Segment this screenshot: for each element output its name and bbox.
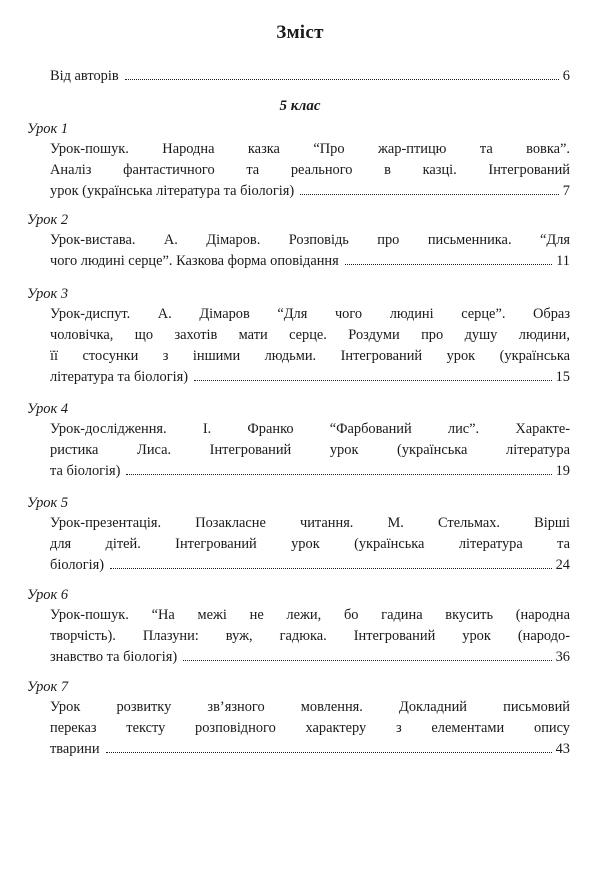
dot-leader	[110, 568, 552, 569]
lesson-line: для дітей. Інтегрований урок (українська література та	[50, 536, 570, 552]
lesson-line: Урок-пошук. “На межі не лежи, бо гадина вкусить (народна	[50, 607, 570, 623]
lesson-line: Урок-диспут. А. Дімаров “Для чого людині серце”. Образ	[50, 306, 570, 322]
dot-leader	[183, 660, 551, 661]
toc-entry-page: 11	[556, 253, 570, 269]
lesson-line: Урок-дослідження. І. Франко “Фарбований лис”. Характе-	[50, 421, 570, 437]
toc-entry-page: 43	[555, 741, 570, 757]
lesson-heading: Урок 2	[27, 212, 69, 228]
toc-entry-page: 19	[555, 463, 570, 479]
lesson-line: Урок-презентація. Позакласне читання. М. Стельмах. Вірші	[50, 515, 570, 531]
lesson-line: Аналіз фантастичного та реального в казці. Інтегрований	[50, 162, 570, 178]
lesson-line: творчість). Плазуни: вуж, гадюка. Інтегрований урок (народо-	[50, 628, 570, 644]
page-title: Зміст	[276, 22, 324, 43]
dot-leader	[345, 264, 552, 265]
lesson-line: переказ тексту розповідного характеру з елементами опису	[50, 720, 570, 736]
dot-leader	[125, 79, 559, 80]
lesson-heading: Урок 4	[27, 401, 69, 417]
lesson-description	[50, 605, 570, 668]
dot-leader	[194, 380, 552, 381]
dot-leader	[106, 752, 552, 753]
lesson-line-last: чого людині серце”. Казкова форма оповідання 11	[50, 251, 570, 272]
lesson-description	[50, 513, 570, 576]
toc-entry-page: 7	[562, 183, 570, 199]
lesson-description	[50, 697, 570, 760]
lesson-heading: Урок 5	[27, 495, 69, 511]
lesson-line: її стосунки з іншими людьми. Інтегрований урок (українська	[50, 348, 570, 364]
section-heading-grade: 5 клас	[279, 98, 321, 114]
dot-leader	[300, 194, 559, 195]
toc-entry-page: 36	[555, 649, 570, 665]
toc-entry-page: 6	[562, 68, 570, 84]
lesson-description	[50, 230, 570, 272]
toc-entry-page: 15	[555, 369, 570, 385]
toc-entry-page: 24	[555, 557, 570, 573]
lesson-line-last: біологія) 24	[50, 555, 570, 576]
dot-leader	[126, 474, 551, 475]
lesson-line-last: література та біологія) 15	[50, 367, 570, 388]
lesson-line-last: урок (українська література та біологія) 7	[50, 181, 570, 202]
lesson-line: Урок-вистава. А. Дімаров. Розповідь про письменника. “Для	[50, 232, 570, 248]
toc-entry-authors[interactable]	[50, 66, 570, 86]
lesson-line: ристика Лиса. Інтегрований урок (українська література	[50, 442, 570, 458]
lesson-description	[50, 419, 570, 482]
lesson-heading: Урок 3	[27, 286, 69, 302]
lesson-heading: Урок 6	[27, 587, 69, 603]
lesson-line-last: знавство та біологія) 36	[50, 647, 570, 668]
lesson-description	[50, 139, 570, 202]
lesson-line: чоловічка, що захотів мати серце. Роздуми про душу людини,	[50, 327, 570, 343]
lesson-heading: Урок 7	[27, 679, 69, 695]
lesson-line-last: та біологія) 19	[50, 461, 570, 482]
lesson-line: Урок-пошук. Народна казка “Про жар-птицю та вовка”.	[50, 141, 570, 157]
toc-entry-label: Від авторів	[50, 68, 119, 84]
lesson-heading: Урок 1	[27, 121, 69, 137]
lesson-line-last: тварини 43	[50, 739, 570, 760]
lesson-description	[50, 304, 570, 388]
lesson-line: Урок розвитку зв’язного мовлення. Докладний письмовий	[50, 699, 570, 715]
